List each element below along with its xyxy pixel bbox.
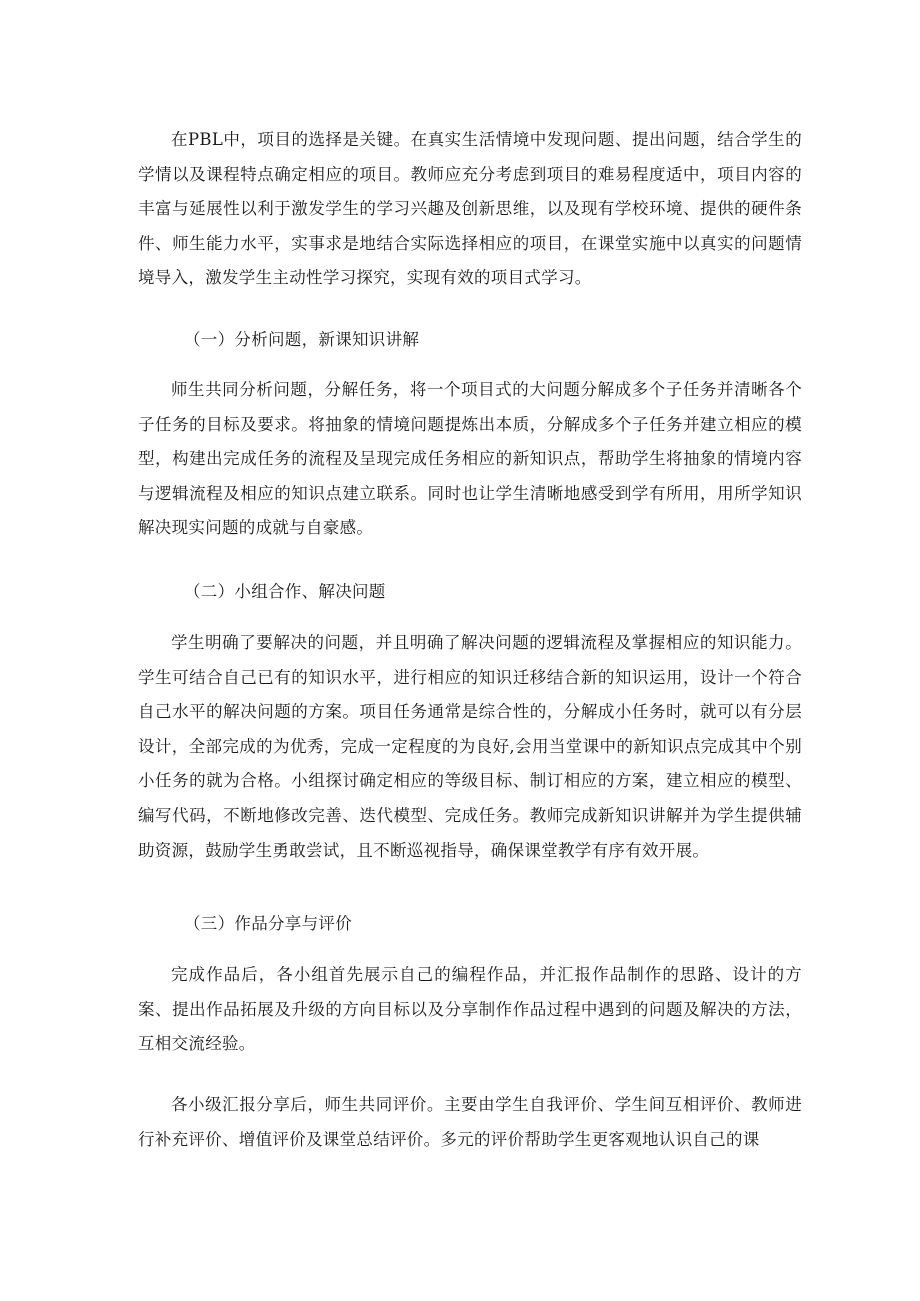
paragraph-work-sharing: 完成作品后，各小组首先展示自己的编程作品，并汇报作品制作的思路、设计的方案、提出作品拓展及升级的方向目标以及分享制作作品过程中遇到的问题及解决的方法，互相交流经验。	[138, 965, 802, 1054]
section-heading-3: （三）作品分享与评价	[184, 914, 352, 933]
paragraph-analysis: 师生共同分析问题，分解任务，将一个项目式的大问题分解成多个子任务并清晰各个子任务的目标及要求。将抽象的情境问题提炼出本质，分解成多个子任务并建立相应的模型，构建出完成任务的流程及呈现完成任务相应的新知识点，帮助学生将抽象的情境内容与逻辑流程及相应的知识点建立联系。同时也让学生清晰地感受到学有所用，用所学知识解决现实问题的成就与自豪感。	[138, 380, 802, 538]
paragraph-group-cooperation: 学生明确了要解决的问题，并且明确了解决问题的逻辑流程及掌握相应的知识能力。学生可结合自己已有的知识水平，进行相应的知识迁移结合新的知识运用，设计一个符合自己水平的解决问题的方案。项目任务通常是综合性的，分解成小任务时，就可以有分层设计，全部完成的为优秀，完成一定程度的为良好,会用当堂课中的新知识点完成其中个别小任务的就为合格。小组探讨确定相应的等级目标、制订相应的方案，建立相应的模型、编写代码，不断地修改完善、迭代模型、完成任务。教师完成新知识讲解并为学生提供辅助资源，鼓励学生勇敢尝试，且不断巡视指导，确保课堂教学有序有效开展。	[138, 633, 802, 860]
section-heading-1: （一）分析问题，新课知识讲解	[184, 330, 420, 349]
paragraph-evaluation: 各小级汇报分享后，师生共同评价。主要由学生自我评价、学生间互相评价、教师进行补充评价、增值评价及课堂总结评价。多元的评价帮助学生更客观地认识自己的课	[138, 1095, 802, 1149]
paragraph-pbl-project-selection: 在PBL中，项目的选择是关键。在真实生活情境中发现问题、提出问题，结合学生的学情以及课程特点确定相应的项目。教师应充分考虑到项目的难易程度适中，项目内容的丰富与延展性以利于激发学生的学习兴趣及创新思维，以及现有学校环境、提供的硬件条件、师生能力水平，实事求是地结合实际选择相应的项目，在课堂实施中以真实的问题情境导入，激发学生主动性学习探究，实现有效的项目式学习。	[138, 130, 802, 288]
section-heading-2: （二）小组合作、解决问题	[184, 582, 386, 601]
